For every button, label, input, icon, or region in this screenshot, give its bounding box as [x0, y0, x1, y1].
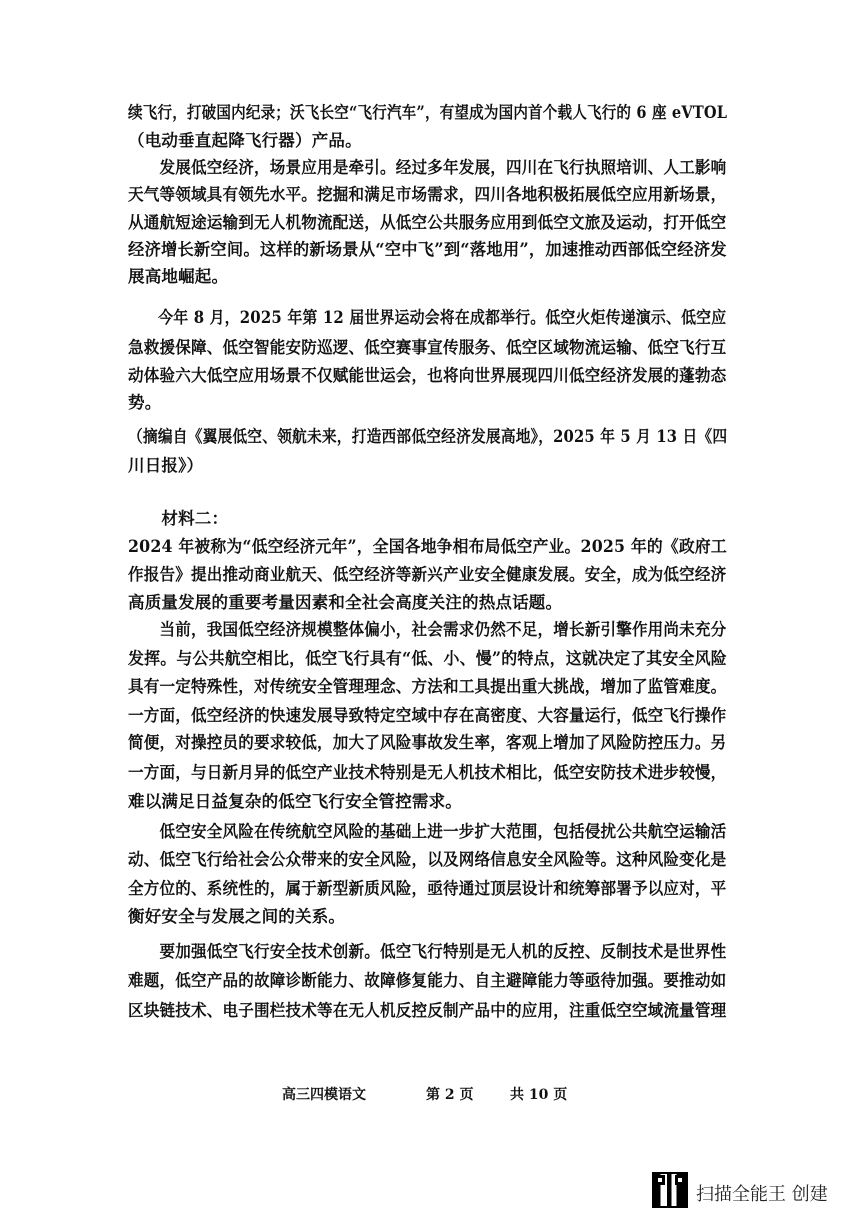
text-line: 作报告》提出推动商业航天、低空经济等新兴产业安全健康发展。安全，成为低空经济 [128, 565, 727, 584]
text-line: 发展低空经济，场景应用是牵引。经过多年发展，四川在飞行执照培训、人工影响 [128, 158, 727, 177]
citation-line: 川日报》） [128, 456, 204, 475]
text-line: 动、低空飞行给社会公众带来的安全风险，以及网络信息安全风险等。这种风险变化是 [128, 850, 727, 869]
text-line: 衡好安全与发展之间的关系。 [128, 907, 346, 926]
text-line: 展高地崛起。 [128, 267, 229, 286]
section-heading: 材料二： [128, 509, 229, 528]
text-line: 续飞行，打破国内纪录；沃飞长空“飞行汽车”，有望成为国内首个载人飞行的 6 座 eVTOL [128, 103, 728, 122]
text-line: 经济增长新空间。这样的新场景从“空中飞”到“落地用”，加速推动西部低空经济发 [128, 240, 727, 259]
footer-subject: 高三四模语文 [282, 1087, 366, 1103]
text-line: 区块链技术、电子围栏技术等在无人机反控反制产品中的应用，注重低空空域流量管理 [128, 1001, 727, 1020]
scanner-watermark: 扫描全能王 创建 [696, 1184, 828, 1205]
text-line: 动体验六大低空应用场景不仅赋能世运会，也将向世界展现四川低空经济发展的蓬勃态 [128, 366, 727, 385]
qr-code-icon [652, 1172, 688, 1208]
text-line: 低空安全风险在传统航空风险的基础上进一步扩大范围，包括侵扰公共航空运输活 [128, 822, 727, 841]
text-line: 一方面，与日新月异的低空产业技术特别是无人机技术相比，低空安防技术进步较慢， [128, 763, 727, 782]
text-line: 当前，我国低空经济规模整体偏小，社会需求仍然不足，增长新引擎作用尚未充分 [128, 620, 727, 639]
text-line: 全方位的、系统性的，属于新型新质风险，亟待通过顶层设计和统筹部署予以应对，平 [128, 879, 727, 898]
text-line: 难题，低空产品的故障诊断能力、故障修复能力、自主避障能力等亟待加强。要推动如 [128, 971, 727, 990]
text-line: 高质量发展的重要考量因素和全社会高度关注的热点话题。 [128, 593, 563, 612]
text-line: 一方面，低空经济的快速发展导致特定空域中存在高密度、大容量运行，低空飞行操作 [128, 706, 727, 725]
text-line: 2024 年被称为“低空经济元年”，全国各地争相布局低空产业。2025 年的《政府工 [128, 537, 727, 556]
text-line: 难以满足日益复杂的低空飞行安全管控需求。 [128, 792, 462, 811]
text-line: 急救援保障、低空智能安防巡逻、低空赛事宣传服务、低空区域物流运输、低空飞行互 [128, 338, 727, 357]
text-line: 从通航短途运输到无人机物流配送，从低空公共服务应用到低空文旅及运动，打开低空 [128, 213, 727, 232]
text-line: 天气等领域具有领先水平。挖掘和满足市场需求，四川各地积极拓展低空应用新场景， [128, 185, 727, 204]
footer-page-total: 共 10 页 [510, 1087, 568, 1103]
text-line: （电动垂直起降飞行器）产品。 [128, 131, 362, 150]
footer-page-number: 第 2 页 [426, 1087, 474, 1103]
text-line: 发挥。与公共航空相比，低空飞行具有“低、小、慢”的特点，这就决定了其安全风险 [128, 649, 727, 668]
text-line: 要加强低空飞行安全技术创新。低空飞行特别是无人机的反控、反制技术是世界性 [128, 942, 727, 961]
text-line: 今年 8 月，2025 年第 12 届世界运动会将在成都举行。低空火炬传递演示、低空应 [128, 308, 727, 327]
text-line: 具有一定特殊性，对传统安全管理理念、方法和工具提出重大挑战，增加了监管难度。 [128, 677, 727, 696]
citation-line: （摘编自《翼展低空、领航未来，打造西部低空经济发展高地》，2025 年 5 月 13 日《四 [128, 427, 728, 446]
text-line: 简便，对操控员的要求较低，加大了风险事故发生率，客观上增加了风险防控压力。另 [128, 733, 727, 752]
text-line: 势。 [128, 393, 162, 412]
